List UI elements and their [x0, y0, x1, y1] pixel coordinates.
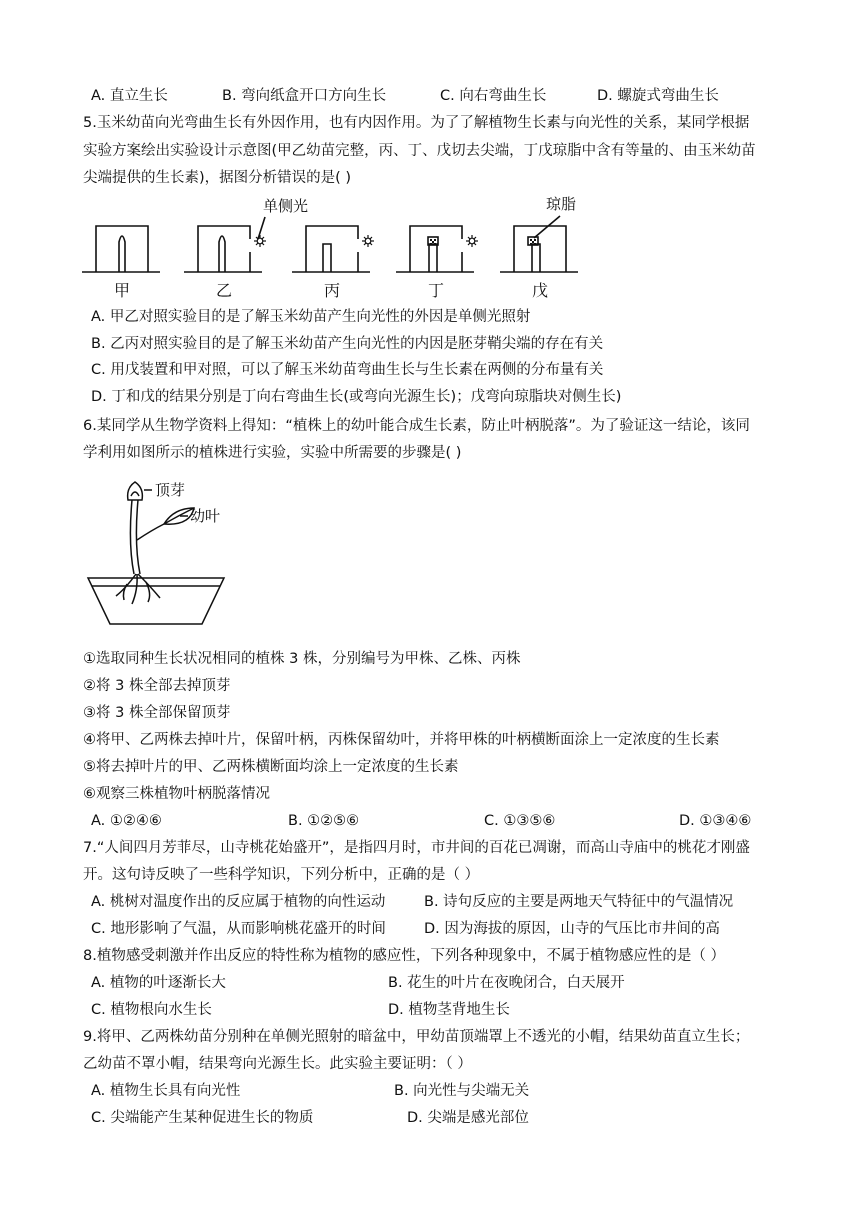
box-label-jia: 甲	[113, 281, 131, 300]
q8-option-d: D. 植物茎背地生长	[388, 1002, 510, 1018]
q9-option-c: C. 尖端能产生某种促进生长的物质	[91, 1110, 314, 1126]
q6-plant-figure	[82, 474, 252, 634]
q6-option-d: D. ①③④⑥	[679, 813, 752, 829]
q4-option-b: B. 弯向纸盒开口方向生长	[222, 88, 387, 104]
box-label-yi: 乙	[215, 281, 233, 300]
q6-step-4: ④将甲、乙两株去掉叶片，保留叶柄，丙株保留幼叶，并将甲株的叶柄横断面涂上一定浓度的生长素	[83, 732, 720, 748]
q6-step-1: ①选取同种生长状况相同的植株 3 株，分别编号为甲株、乙株、丙株	[83, 651, 521, 667]
bud-label: 顶芽	[155, 481, 186, 499]
q7-option-d: D. 因为海拔的原因，山寺的气压比市井间的高	[424, 921, 720, 937]
q6-stem-line-2: 学利用如图所示的植株进行实验，实验中所需要的步骤是( )	[83, 445, 462, 461]
q8-option-c: C. 植物根向水生长	[91, 1002, 212, 1018]
q4-option-a: A. 直立生长	[91, 88, 168, 104]
q9-stem-line-2: 乙幼苗不罩小帽，结果弯向光源生长。此实验主要证明：（ ）	[83, 1056, 472, 1072]
q7-option-c: C. 地形影响了气温，从而影响桃花盛开的时间	[91, 921, 386, 937]
q6-step-2: ②将 3 株全部去掉顶芽	[83, 678, 231, 694]
q8-option-a: A. 植物的叶逐渐长大	[91, 975, 226, 991]
q7-option-a: A. 桃树对温度作出的反应属于植物的向性运动	[91, 894, 386, 910]
q5-option-a: A. 甲乙对照实验目的是了解玉米幼苗产生向光性的外因是单侧光照射	[91, 309, 531, 325]
q9-option-a: A. 植物生长具有向光性	[91, 1083, 241, 1099]
q6-option-a: A. ①②④⑥	[91, 813, 162, 829]
q9-option-b: B. 向光性与尖端无关	[394, 1083, 530, 1099]
q6-step-3: ③将 3 株全部保留顶芽	[83, 705, 231, 721]
box-label-bing: 丙	[323, 281, 341, 300]
q8-stem-line-1: 8.植物感受刺激并作出反应的特性称为植物的感应性，下列各种现象中，不属于植物感应性的是（ ）	[83, 948, 725, 964]
box-label-wu: 戊	[531, 281, 549, 300]
q5-stem-line-2: 实验方案绘出实验设计示意图(甲乙幼苗完整，丙、丁、戊切去尖端，丁戊琼脂中含有等量的、由玉米幼苗	[83, 143, 756, 159]
q6-stem-line-1: 6.某同学从生物学资料上得知：“植株上的幼叶能合成生长素，防止叶柄脱落”。为了验证这一结论，该同	[83, 418, 750, 434]
q5-experiment-figure	[80, 192, 600, 302]
q5-stem-line-1: 5.玉米幼苗向光弯曲生长有外因作用，也有内因作用。为了了解植物生长素与向光性的关系，某同学根据	[83, 115, 750, 131]
q9-stem-line-1: 9.将甲、乙两株幼苗分别种在单侧光照射的暗盆中，甲幼苗顶端罩上不透光的小帽，结果幼苗直立生长；	[83, 1029, 750, 1045]
q6-option-c: C. ①③⑤⑥	[484, 813, 556, 829]
q4-option-d: D. 螺旋式弯曲生长	[597, 88, 719, 104]
q6-step-5: ⑤将去掉叶片的甲、乙两株横断面均涂上一定浓度的生长素	[83, 759, 459, 775]
q9-option-d: D. 尖端是感光部位	[407, 1110, 529, 1126]
q4-option-c: C. 向右弯曲生长	[440, 88, 547, 104]
box-label-ding: 丁	[427, 281, 445, 300]
light-label: 单侧光	[263, 197, 309, 215]
q5-stem-line-3: 尖端提供的生长素)，据图分析错误的是( )	[83, 170, 352, 186]
q5-option-d: D. 丁和戊的结果分别是丁向右弯曲生长(或弯向光源生长)；戊弯向琼脂块对侧生长)	[91, 389, 622, 405]
q8-option-b: B. 花生的叶片在夜晚闭合，白天展开	[388, 975, 625, 991]
agar-label: 琼脂	[546, 195, 577, 213]
q6-step-6: ⑥观察三株植物叶柄脱落情况	[83, 786, 270, 802]
q5-option-c: C. 用戊装置和甲对照，可以了解玉米幼苗弯曲生长与生长素在两侧的分布量有关	[91, 362, 604, 378]
q5-option-b: B. 乙丙对照实验目的是了解玉米幼苗产生向光性的内因是胚芽鞘尖端的存在有关	[91, 336, 604, 352]
q7-stem-line-2: 开。这句诗反映了一些科学知识，下列分析中，正确的是（ ）	[83, 867, 480, 883]
leaf-label: 幼叶	[190, 507, 221, 525]
q7-option-b: B. 诗句反应的主要是两地天气特征中的气温情况	[424, 894, 734, 910]
q7-stem-line-1: 7.“人间四月芳菲尽，山寺桃花始盛开”，是指四月时，市井间的百花已凋谢，而高山寺庙中的桃花才刚盛	[83, 840, 750, 856]
q6-option-b: B. ①②⑤⑥	[288, 813, 360, 829]
